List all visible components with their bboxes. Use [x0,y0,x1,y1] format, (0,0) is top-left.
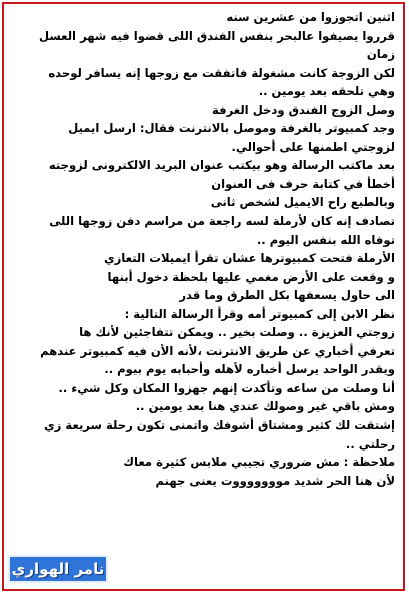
story-line: قرروا يصيفوا عالبحر بنفس الفندق اللى قضوا فيه شهر العسل [39,28,395,43]
story-line: زوجتي العزيزة .. وصلت بخير .. ويمكن تتفاجئين لأنك ها [79,325,395,340]
story-line: أخطأ في كتابة حرف فى العنوان [211,176,395,191]
story-line: ومش باقي غير وصولك عندي هنا بعد يومين .. [135,399,395,414]
story-line: الى حاول يسعفها بكل الطرق وما قدر [179,288,395,303]
story-line: ويقدر الواحد يرسل أخباره لأهله وأحبابه يوم بيوم .. [104,362,395,377]
story-line: وصل الزوج الفندق ودخل الغرفة [211,102,395,117]
story-line: لزوجتي اطمنها على أحوالي. [231,139,395,154]
story-frame [2,2,405,591]
story-line: و وقعت على الأرض مغمي عليها بلحظة دخول أبنها [107,269,395,284]
story-line: وهي تلحقه بعد يومين .. [258,84,395,99]
story-line: تعرفي أخباري عن طريق الانترنت ،لأنه الأن فيه كمبيوتر عندهم [40,343,395,358]
story-line: إشتقت لك كثير ومشتاق أشوفك واتمنى تكون رحلة سريعة زي [44,418,395,433]
story-line: ملاحظة : مش ضروري تجيبي ملابس كثيرة معاك [123,455,395,470]
story-line: لكن الزوجة كانت مشغولة فاتفقت مع زوجها إنه يسافر لوحده [48,65,395,80]
story-line: أنا وصلت من ساعه وتأكدت إنهم جهزوا المكان وكل شيء .. [58,380,395,395]
story-line: الأرملة فتحت كمبيوترها عشان تقرأ ايميلات التعازي [104,251,395,266]
story-line: زمان [366,47,395,62]
story-text [12,8,395,490]
story-line: توفاه الله بنفس اليوم .. [256,232,395,247]
story-line: رحلتي .. [345,436,395,451]
story-line: بعد ماكتب الرسالة وهو بيكتب عنوان البريد الالكترونى لزوجته [48,158,395,173]
story-line: لأن هنا الحر شديد موووووووت يعنى جهنم [155,473,395,488]
story-line: وجد كمبيوتر بالغرفة وموصل بالانترنت فقال: ارسل ايميل [68,121,395,136]
author-signature: نامر الهواري [8,555,108,583]
story-line: تصادف إنه كان لأرملة لسه راجعة من مراسم دفن زوجها اللى [49,214,395,229]
story-line: وبالطبع راح الايميل لشخص ثانى [210,195,395,210]
story-line: نظر الابن إلى كمبيوتر أمه وقرأ الرسالة التالية : [124,306,395,321]
story-line: اثنين اتجوزوا من عشرين سنه [226,10,395,24]
